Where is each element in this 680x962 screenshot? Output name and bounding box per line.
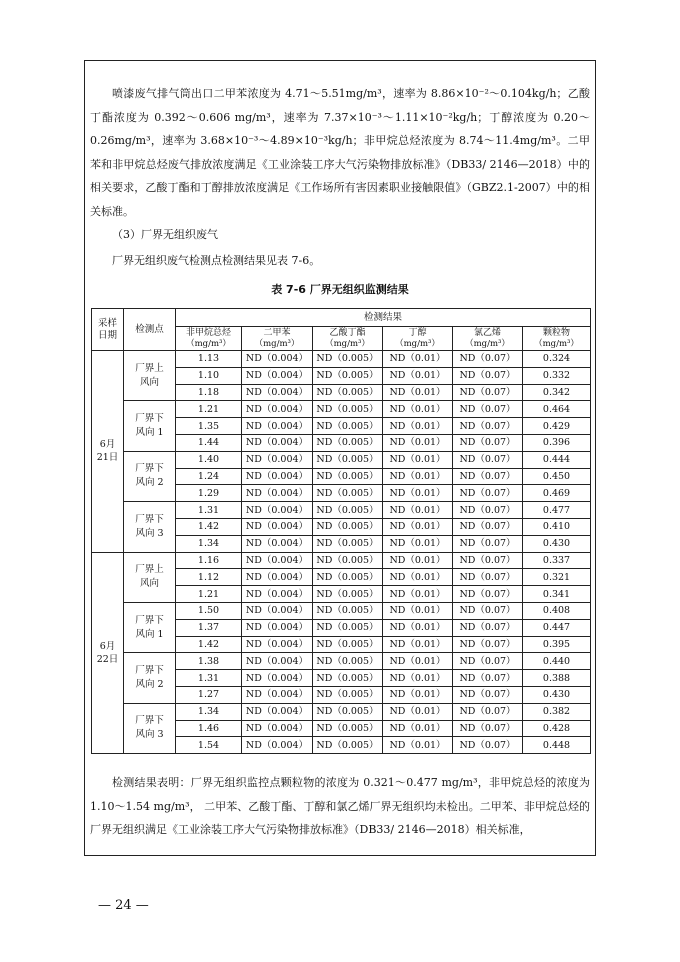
value-cell: ND（0.005）: [313, 367, 383, 384]
value-cell: ND（0.07）: [453, 703, 523, 720]
page-number: — 24 —: [98, 898, 149, 913]
value-cell: 0.382: [523, 703, 591, 720]
value-cell: ND（0.01）: [383, 686, 453, 703]
value-cell: ND（0.07）: [453, 737, 523, 754]
value-cell: ND（0.004）: [242, 552, 313, 569]
value-cell: ND（0.004）: [242, 686, 313, 703]
value-cell: 0.444: [523, 451, 591, 468]
value-cell: ND（0.005）: [313, 586, 383, 603]
column-header: [176, 327, 242, 351]
value-cell: ND（0.004）: [242, 401, 313, 418]
column-header-name: 二甲苯: [263, 327, 291, 338]
value-cell: ND（0.004）: [242, 418, 313, 435]
point-cell: [124, 451, 176, 501]
value-cell: 1.21: [176, 401, 242, 418]
value-cell: ND（0.01）: [383, 619, 453, 636]
value-cell: ND（0.01）: [383, 451, 453, 468]
value-cell: 0.388: [523, 670, 591, 687]
point-label: 厂界上风向: [135, 564, 164, 590]
value-cell: ND（0.005）: [313, 468, 383, 485]
value-cell: 1.35: [176, 418, 242, 435]
column-header: [313, 327, 383, 351]
value-cell: 1.21: [176, 586, 242, 603]
point-label: 厂界下风向 1: [135, 614, 164, 640]
value-cell: ND（0.07）: [453, 552, 523, 569]
point-cell: [124, 653, 176, 703]
value-cell: ND（0.07）: [453, 502, 523, 519]
value-cell: ND（0.07）: [453, 619, 523, 636]
value-cell: 1.10: [176, 367, 242, 384]
value-cell: 0.469: [523, 485, 591, 502]
value-cell: 0.324: [523, 351, 591, 368]
value-cell: ND（0.07）: [453, 720, 523, 737]
value-cell: ND（0.01）: [383, 518, 453, 535]
value-cell: 1.42: [176, 636, 242, 653]
value-cell: 0.477: [523, 502, 591, 519]
value-cell: ND（0.07）: [453, 384, 523, 401]
value-cell: ND（0.004）: [242, 485, 313, 502]
value-cell: ND（0.01）: [383, 703, 453, 720]
column-header: [242, 327, 313, 351]
value-cell: 0.450: [523, 468, 591, 485]
value-cell: ND（0.005）: [313, 686, 383, 703]
value-cell: 0.395: [523, 636, 591, 653]
value-cell: ND（0.07）: [453, 367, 523, 384]
value-cell: 1.13: [176, 351, 242, 368]
value-cell: ND（0.01）: [383, 586, 453, 603]
value-cell: ND（0.004）: [242, 502, 313, 519]
column-header-unit: （mg/m³）: [465, 338, 510, 349]
value-cell: 0.341: [523, 586, 591, 603]
table-row: [92, 451, 591, 468]
date-cell: [92, 552, 124, 754]
value-cell: ND（0.005）: [313, 552, 383, 569]
value-cell: 1.29: [176, 485, 242, 502]
value-cell: ND（0.01）: [383, 569, 453, 586]
value-cell: 0.408: [523, 602, 591, 619]
value-cell: ND（0.01）: [383, 653, 453, 670]
value-cell: 0.342: [523, 384, 591, 401]
table-row: [92, 552, 591, 569]
value-cell: ND（0.07）: [453, 535, 523, 552]
value-cell: ND（0.07）: [453, 636, 523, 653]
section-intro: 厂界无组织废气检测点检测结果见表 7-6。: [112, 254, 321, 267]
value-cell: ND（0.07）: [453, 434, 523, 451]
point-label: 厂界下风向 3: [135, 513, 164, 539]
value-cell: ND（0.005）: [313, 602, 383, 619]
value-cell: ND（0.005）: [313, 737, 383, 754]
column-header-name: 丁醇: [408, 327, 427, 338]
header-date-label: 采样日期: [97, 317, 117, 341]
value-cell: ND（0.004）: [242, 518, 313, 535]
point-cell: [124, 502, 176, 552]
value-cell: ND（0.005）: [313, 485, 383, 502]
column-header: [453, 327, 523, 351]
value-cell: ND（0.005）: [313, 418, 383, 435]
column-header-name: 乙酸丁酯: [329, 327, 366, 338]
value-cell: ND（0.005）: [313, 502, 383, 519]
date-label: 6月21日: [96, 439, 119, 464]
value-cell: ND（0.004）: [242, 384, 313, 401]
value-cell: ND（0.005）: [313, 619, 383, 636]
value-cell: 1.50: [176, 602, 242, 619]
value-cell: ND（0.004）: [242, 535, 313, 552]
value-cell: 1.44: [176, 434, 242, 451]
value-cell: ND（0.004）: [242, 737, 313, 754]
value-cell: ND（0.01）: [383, 401, 453, 418]
value-cell: 0.332: [523, 367, 591, 384]
value-cell: ND（0.07）: [453, 586, 523, 603]
value-cell: 0.448: [523, 737, 591, 754]
value-cell: 1.34: [176, 535, 242, 552]
value-cell: 1.27: [176, 686, 242, 703]
table-row: [92, 401, 591, 418]
value-cell: ND（0.01）: [383, 485, 453, 502]
value-cell: ND（0.005）: [313, 351, 383, 368]
point-cell: [124, 401, 176, 451]
value-cell: 1.24: [176, 468, 242, 485]
value-cell: ND（0.01）: [383, 670, 453, 687]
value-cell: 1.18: [176, 384, 242, 401]
value-cell: ND（0.005）: [313, 670, 383, 687]
point-label: 厂界下风向 3: [135, 715, 164, 741]
value-cell: ND（0.004）: [242, 468, 313, 485]
value-cell: ND（0.005）: [313, 653, 383, 670]
value-cell: 0.321: [523, 569, 591, 586]
value-cell: ND（0.07）: [453, 602, 523, 619]
column-header: [383, 327, 453, 351]
value-cell: 0.429: [523, 418, 591, 435]
header-results: 检测结果: [176, 309, 591, 327]
value-cell: ND（0.07）: [453, 518, 523, 535]
value-cell: ND（0.07）: [453, 468, 523, 485]
point-label: 厂界下风向 2: [135, 665, 164, 691]
value-cell: ND（0.01）: [383, 367, 453, 384]
value-cell: 1.34: [176, 703, 242, 720]
value-cell: ND（0.07）: [453, 653, 523, 670]
value-cell: 1.31: [176, 502, 242, 519]
value-cell: ND（0.01）: [383, 737, 453, 754]
table-row: [92, 653, 591, 670]
column-header-name: 非甲烷总烃: [185, 327, 231, 338]
value-cell: 0.447: [523, 619, 591, 636]
value-cell: ND（0.01）: [383, 502, 453, 519]
column-header-unit: （mg/m³）: [186, 338, 231, 349]
value-cell: ND（0.005）: [313, 636, 383, 653]
value-cell: ND（0.01）: [383, 351, 453, 368]
value-cell: 1.40: [176, 451, 242, 468]
value-cell: ND（0.005）: [313, 703, 383, 720]
value-cell: ND（0.004）: [242, 434, 313, 451]
point-label: 厂界上风向: [135, 362, 164, 388]
value-cell: 0.464: [523, 401, 591, 418]
value-cell: ND（0.01）: [383, 552, 453, 569]
value-cell: 0.440: [523, 653, 591, 670]
value-cell: ND（0.07）: [453, 670, 523, 687]
value-cell: 0.337: [523, 552, 591, 569]
date-label: 6月22日: [96, 640, 119, 665]
value-cell: ND（0.07）: [453, 351, 523, 368]
value-cell: ND（0.01）: [383, 468, 453, 485]
value-cell: ND（0.01）: [383, 384, 453, 401]
column-header-name: 颗粒物: [543, 327, 571, 338]
value-cell: ND（0.01）: [383, 720, 453, 737]
value-cell: ND（0.07）: [453, 485, 523, 502]
column-header-unit: （mg/m³）: [395, 338, 440, 349]
value-cell: ND（0.004）: [242, 720, 313, 737]
value-cell: ND（0.01）: [383, 535, 453, 552]
value-cell: ND（0.005）: [313, 569, 383, 586]
value-cell: ND（0.07）: [453, 418, 523, 435]
value-cell: ND（0.004）: [242, 703, 313, 720]
value-cell: ND（0.01）: [383, 418, 453, 435]
value-cell: ND（0.005）: [313, 451, 383, 468]
emission-summary-paragraph: 喷漆废气排气筒出口二甲苯浓度为 4.71～5.51mg/m³，速率为 8.86×10⁻²～0.104kg/h；乙酸丁酯浓度为 0.392～0.606 mg/m³，速率为 7.37×10⁻³～1.11×10⁻²kg/h；丁醇浓度为 0.20～0.26mg/m³，速率为 3.68×10⁻³～4.89×10⁻³kg/h；非甲烷总烃浓度为 8.74～11.4mg/m³。二甲苯和非甲烷总烃废气排放浓度满足《工业涂装工序大气污染物排放标准》（DB33/ 2146—2018）中的相关要求，乙酸丁酯和丁醇排放浓度满足《工作场所有害因素职业接触限值》（GBZ2.1-2007）中的相关标准。: [90, 87, 590, 218]
value-cell: ND（0.01）: [383, 602, 453, 619]
section-heading: （3）厂界无组织废气: [112, 228, 218, 241]
table-row: [92, 703, 591, 720]
header-point: 检测点: [124, 309, 176, 351]
table-row: [92, 502, 591, 519]
value-cell: ND（0.01）: [383, 636, 453, 653]
header-date: [92, 309, 124, 351]
column-header: [523, 327, 591, 351]
value-cell: ND（0.004）: [242, 586, 313, 603]
value-cell: ND（0.07）: [453, 451, 523, 468]
point-cell: [124, 703, 176, 753]
value-cell: 1.54: [176, 737, 242, 754]
table-row: [92, 351, 591, 368]
value-cell: ND（0.004）: [242, 670, 313, 687]
value-cell: ND（0.004）: [242, 351, 313, 368]
value-cell: 0.430: [523, 535, 591, 552]
column-header-unit: （mg/m³）: [325, 338, 370, 349]
point-cell: [124, 602, 176, 652]
value-cell: ND（0.004）: [242, 602, 313, 619]
value-cell: 1.31: [176, 670, 242, 687]
value-cell: 1.37: [176, 619, 242, 636]
value-cell: ND（0.005）: [313, 434, 383, 451]
value-cell: ND（0.005）: [313, 384, 383, 401]
table-row: [92, 602, 591, 619]
column-header-unit: （mg/m³）: [534, 338, 579, 349]
value-cell: ND（0.005）: [313, 518, 383, 535]
value-cell: ND（0.004）: [242, 619, 313, 636]
value-cell: 1.46: [176, 720, 242, 737]
column-header-name: 氯乙烯: [473, 327, 501, 338]
value-cell: 0.428: [523, 720, 591, 737]
value-cell: 0.410: [523, 518, 591, 535]
result-paragraph: 检测结果表明：厂界无组织监控点颗粒物的浓度为 0.321～0.477 mg/m³，非甲烷总烃的浓度为 1.10～1.54 mg/m³， 二甲苯、乙酸丁酯、丁醇和氯乙烯厂界无组织均未检出。二甲苯、非甲烷总烃的厂界无组织满足《工业涂装工序大气污染物排放标准》（DB33/ 2146—2018）相关标准，: [90, 776, 590, 836]
value-cell: ND（0.004）: [242, 569, 313, 586]
value-cell: 1.42: [176, 518, 242, 535]
value-cell: ND（0.005）: [313, 720, 383, 737]
value-cell: ND（0.004）: [242, 636, 313, 653]
value-cell: ND（0.01）: [383, 434, 453, 451]
value-cell: ND（0.004）: [242, 653, 313, 670]
monitoring-results-table: [91, 308, 591, 754]
value-cell: 1.38: [176, 653, 242, 670]
value-cell: ND（0.004）: [242, 451, 313, 468]
value-cell: ND（0.07）: [453, 401, 523, 418]
value-cell: ND（0.005）: [313, 401, 383, 418]
value-cell: ND（0.07）: [453, 686, 523, 703]
point-cell: [124, 552, 176, 602]
point-label: 厂界下风向 2: [135, 463, 164, 489]
date-cell: [92, 351, 124, 553]
value-cell: 0.430: [523, 686, 591, 703]
value-cell: ND（0.005）: [313, 535, 383, 552]
table-caption: 表 7-6 厂界无组织监测结果: [271, 283, 409, 296]
value-cell: ND（0.07）: [453, 569, 523, 586]
point-cell: [124, 351, 176, 401]
column-header-unit: （mg/m³）: [254, 338, 300, 349]
value-cell: 1.12: [176, 569, 242, 586]
point-label: 厂界下风向 1: [135, 413, 164, 439]
value-cell: 1.16: [176, 552, 242, 569]
value-cell: 0.396: [523, 434, 591, 451]
value-cell: ND（0.004）: [242, 367, 313, 384]
